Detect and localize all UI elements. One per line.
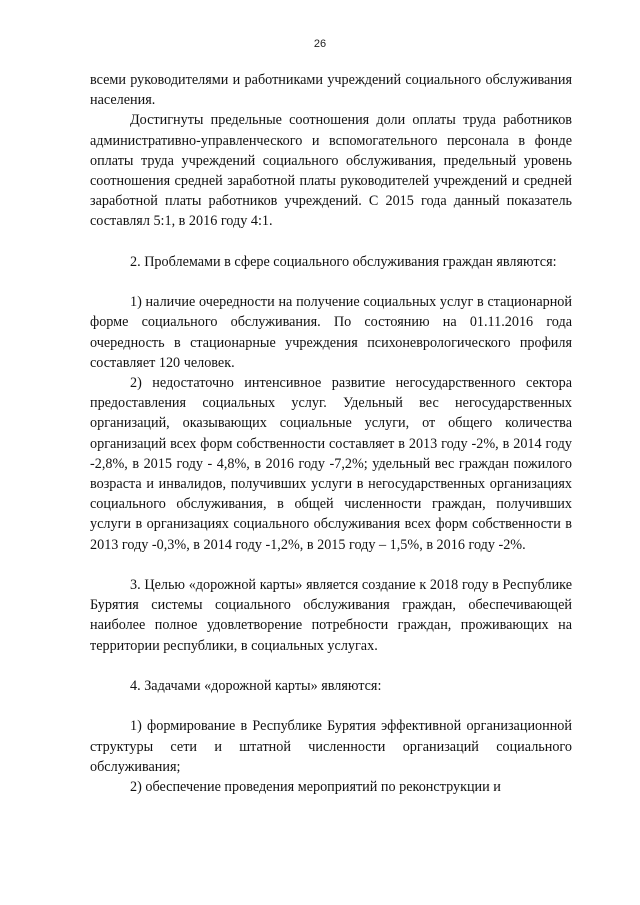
paragraph-tasks-heading: 4. Задачами «дорожной карты» являются: — [130, 678, 382, 695]
document-body — [90, 70, 572, 797]
paragraph-problem-1: 1) наличие очередности на получение социальных услуг в стационарной форме социального обслуживания. По состоянию на 01.11.2016 года очередность в стационарные учреждения психоневрологического профиля составляет 120 человек. — [90, 294, 572, 371]
paragraph-problem-2: 2) недостаточно интенсивное развитие негосударственного сектора предоставления социальных услуг. Удельный вес негосударственных организаций, оказывающих социальные услуги, от общего количества организаций всех форм собственности составляет в 2013 году -2%, в 2014 году -2,8%, в 2015 году - 4,8%, в 2016 году -7,2%; удельный вес граждан пожилого возраста и инвалидов, получивших услуги в негосударственных организациях социального обслуживания, в общей численности граждан, получивших услуги в организациях социального обслуживания всех форм собственности в 2013 году -0,3%, в 2014 году -1,2%, в 2015 году – 1,5%, в 2016 году -2%. — [90, 375, 572, 553]
paragraph-task-1: 1) формирование в Республике Бурятия эффективной организационной структуры сети и штатной численности организаций социального обслуживания; — [90, 718, 572, 775]
paragraph-wage-ratios: Достигнуты предельные соотношения доли оплаты труда работников административно-управленческого и вспомогательного персонала в фонде оплаты труда учреждений социального обслуживания, предельный уровень соотношения средней заработной платы руководителей учреждений и средней заработной платы работников учреждений. С 2015 года данный показатель составлял 5:1, в 2016 году 4:1. — [90, 112, 572, 230]
page-number: 26 — [313, 38, 327, 50]
paragraph-goal: 3. Целью «дорожной карты» является создание к 2018 году в Республике Бурятия системы социального обслуживания граждан, обеспечивающей наиболее полное удовлетворение потребности граждан, проживающих на территории республики, в социальных услугах. — [90, 577, 572, 654]
paragraph-task-2: 2) обеспечение проведения мероприятий по реконструкции и — [130, 779, 501, 796]
paragraph-problems-heading: 2. Проблемами в сфере социального обслуживания граждан являются: — [130, 253, 557, 270]
paragraph-continuation: всеми руководителями и работниками учреждений социального обслуживания населения. — [90, 72, 572, 109]
